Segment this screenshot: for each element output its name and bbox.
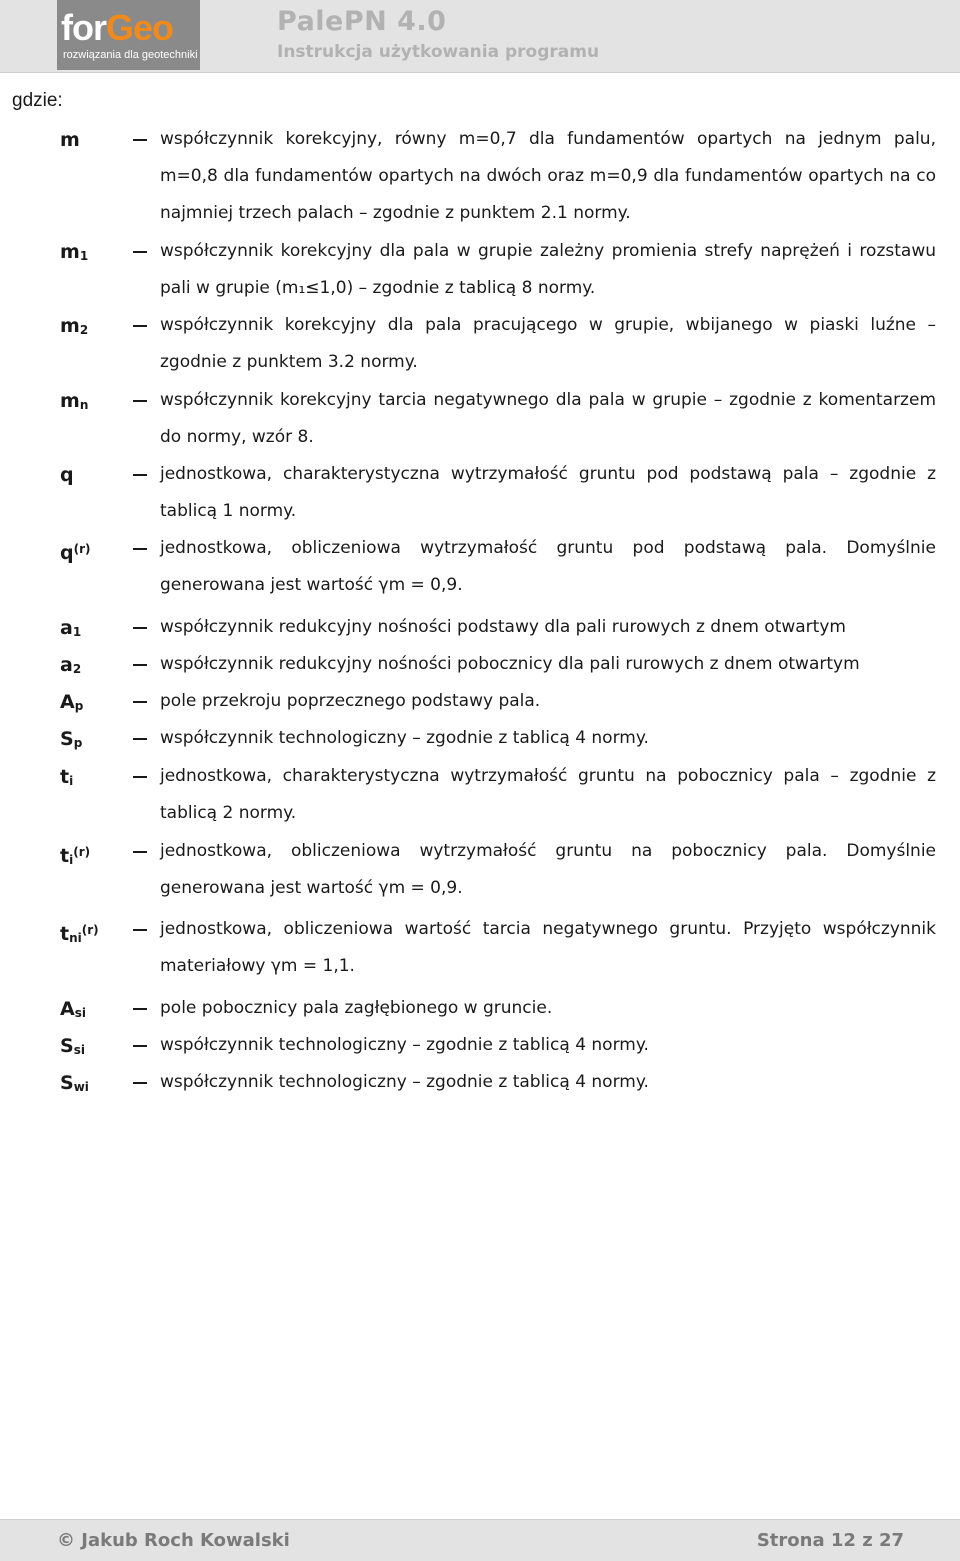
symbol: m [60, 129, 80, 151]
dash-separator [133, 251, 147, 253]
definition-text: współczynnik redukcyjny nośności pobocznicy dla pali rurowych z dnem otwartym [160, 654, 860, 674]
symbol: $S_{wi}$ [60, 1072, 89, 1094]
dash-separator [133, 701, 147, 703]
definition-text: jednostkowa, charakterystyczna wytrzymałość gruntu na pobocznicy pala – zgodnie z tablicą 2 normy. [160, 766, 936, 823]
symbol: $a_1$ [60, 617, 82, 639]
definition-text: współczynnik korekcyjny tarcia negatywnego dla pala w grupie – zgodnie z komentarzem do normy, wzór 8. [160, 390, 936, 447]
dash-separator [133, 929, 147, 931]
page-header [0, 0, 960, 73]
intro-text: gdzie: [12, 90, 63, 111]
symbol: $A_p$ [60, 691, 84, 713]
dash-separator [133, 851, 147, 853]
dash-separator [133, 474, 147, 476]
definition-text: współczynnik technologiczny – zgodnie z tablicą 4 normy. [160, 1072, 649, 1092]
logo-geo-text: Geo [106, 7, 174, 48]
dash-separator [133, 1082, 147, 1084]
symbol: $m_n$ [60, 390, 89, 412]
dash-separator [133, 1045, 147, 1047]
symbol: $a_2$ [60, 654, 82, 676]
page-footer [0, 1519, 960, 1561]
dash-separator [133, 400, 147, 402]
symbol: $m_1$ [60, 241, 89, 263]
definition-text: współczynnik redukcyjny nośności podstawy dla pali rurowych z dnem otwartym [160, 617, 846, 637]
logo-tagline: rozwiązania dla geotechniki [63, 49, 198, 61]
definition-text: współczynnik technologiczny – zgodnie z tablicą 4 normy. [160, 728, 649, 748]
dash-separator [133, 738, 147, 740]
copyright-text: © Jakub Roch Kowalski [57, 1530, 290, 1551]
symbol: $m_2$ [60, 315, 89, 337]
definition-text: współczynnik korekcyjny dla pala pracującego w grupie, wbijanego w piaski luźne – zgodnie z punktem 3.2 normy. [160, 315, 936, 372]
app-subtitle: Instrukcja użytkowania programu [277, 42, 600, 62]
definition-text: współczynnik technologiczny – zgodnie z tablicą 4 normy. [160, 1035, 649, 1055]
logo-for-text: for [61, 7, 106, 48]
definition-text: jednostkowa, obliczeniowa wytrzymałość gruntu pod podstawą pala. Domyślnie generowana jest wartość γm = 0,9. [160, 538, 936, 595]
symbol: q [60, 464, 74, 486]
definition-text: współczynnik korekcyjny dla pala w grupie zależny promienia strefy naprężeń i rozstawu pali w grupie (m₁≤1,0) – zgodnie z tablicą 8 normy. [160, 241, 936, 298]
definition-text: pole pobocznicy pala zagłębionego w gruncie. [160, 998, 553, 1018]
definition-text: pole przekroju poprzecznego podstawy pala. [160, 691, 541, 711]
dash-separator [133, 325, 147, 327]
definition-text: jednostkowa, charakterystyczna wytrzymałość gruntu pod podstawą pala – zgodnie z tablicą 1 normy. [160, 464, 936, 521]
page-number: Strona 12 z 27 [756, 1530, 904, 1551]
dash-separator [133, 139, 147, 141]
symbol: $t_i^{(r)}$ [60, 845, 91, 867]
dash-separator [133, 548, 147, 550]
dash-separator [133, 776, 147, 778]
app-title: PalePN 4.0 [277, 6, 447, 37]
dash-separator [133, 664, 147, 666]
dash-separator [133, 1008, 147, 1010]
definition-text: współczynnik korekcyjny, równy m=0,7 dla fundamentów opartych na jednym palu, m=0,8 dla fundamentów opartych na dwóch oraz m=0,9 dla fundamentów opartych na co najmniej trzech palach – zgodnie z punktem 2.1 normy. [160, 129, 936, 223]
symbol: $q^{(r)}$ [60, 542, 91, 564]
symbol: $A_{si}$ [60, 998, 86, 1020]
symbol: $S_p$ [60, 728, 83, 750]
definition-text: jednostkowa, obliczeniowa wartość tarcia negatywnego gruntu. Przyjęto współczynnik materiałowy γm = 1,1. [160, 919, 936, 976]
symbol: $t_i$ [60, 766, 74, 788]
dash-separator [133, 627, 147, 629]
forgeo-logo [57, 0, 200, 70]
symbol: $S_{si}$ [60, 1035, 85, 1057]
definition-text: jednostkowa, obliczeniowa wytrzymałość gruntu na pobocznicy pala. Domyślnie generowana jest wartość γm = 0,9. [160, 841, 936, 898]
symbol: $t_{ni}^{(r)}$ [60, 923, 99, 945]
